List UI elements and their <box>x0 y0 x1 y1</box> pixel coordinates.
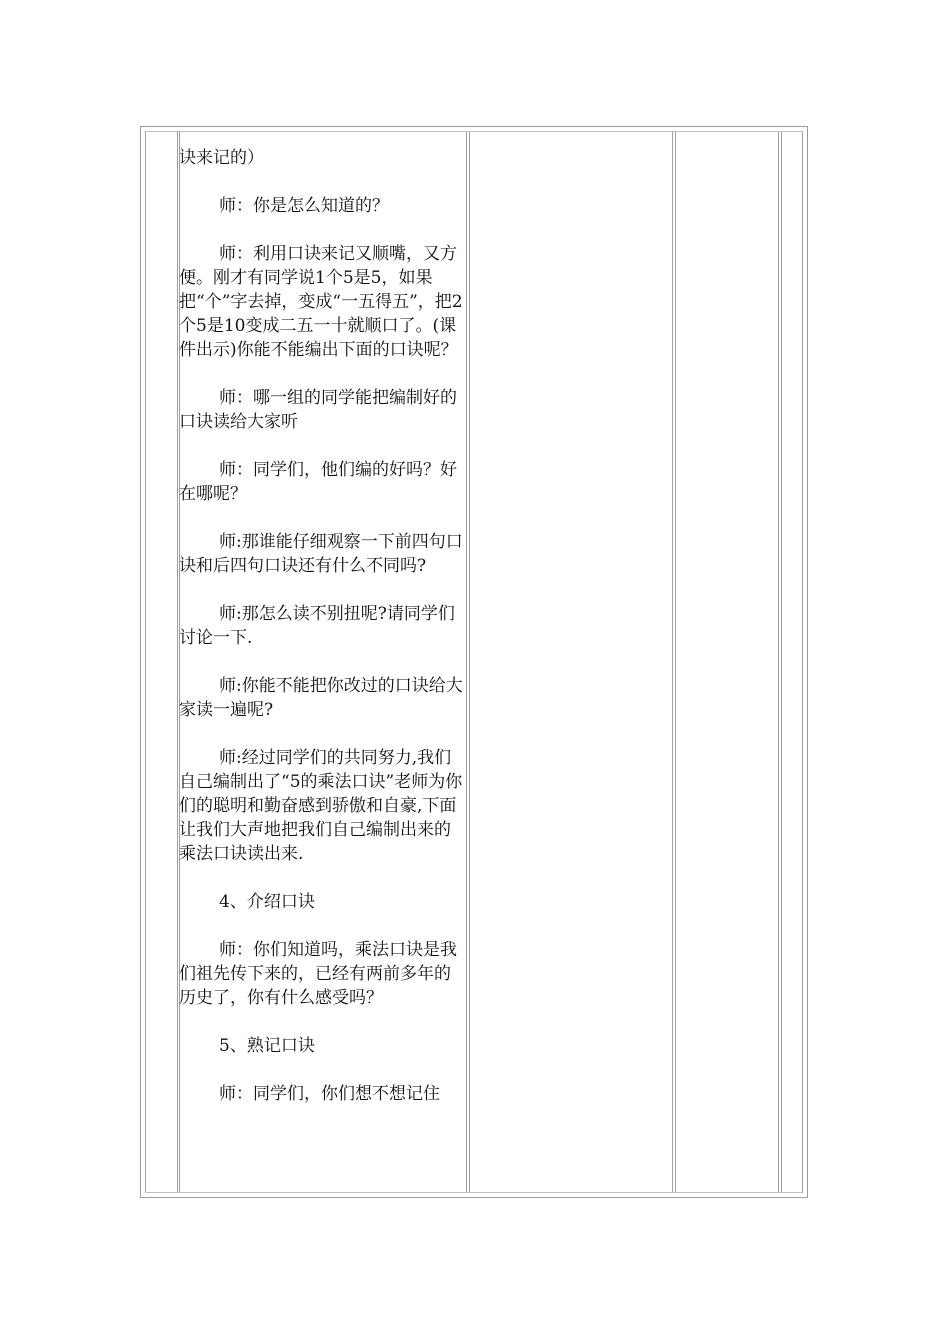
paragraph: 师：同学们，你们想不想记住 <box>219 1084 440 1104</box>
paragraph: 诀来记的） <box>179 148 264 168</box>
table-column-design-intent <box>675 131 779 1193</box>
paragraph: 师:你能不能把你改过的口诀给大家读一遍呢? <box>179 676 463 720</box>
paragraph: 师：同学们，他们编的好吗？好在哪呢？ <box>179 460 457 504</box>
paragraph: 师：哪一组的同学能把编制好的口诀读给大家听 <box>179 388 457 432</box>
paragraph: 师：利用口诀来记又顺嘴，又方便。刚才有同学说1个5是5，如果把“个”字去掉，变成“一五得五”，把2个5是10变成二五一十就顺口了。(课件出示)你能不能编出下面的口诀呢？ <box>179 244 463 360</box>
teacher-activity-text <box>179 146 466 1106</box>
table-column-margin <box>145 131 178 1193</box>
paragraph: 师：你是怎么知道的？ <box>219 196 389 216</box>
paragraph: 师：你们知道吗，乘法口诀是我们祖先传下来的，已经有两前多年的历史了，你有什么感受吗？ <box>179 940 457 1008</box>
paragraph: 师:经过同学们的共同努力,我们自己编制出了“5的乘法口诀”老师为你们的聪明和勤奋感到骄傲和自豪,下面让我们大声地把我们自己编制出来的乘法口诀读出来. <box>179 748 463 864</box>
paragraph: 师:那谁能仔细观察一下前四句口诀和后四句口诀还有什么不同吗? <box>179 532 463 576</box>
table-column-edge <box>781 131 803 1193</box>
paragraph: 师:那怎么读不别扭呢?请同学们讨论一下. <box>179 604 455 648</box>
section-heading: 4、介绍口诀 <box>219 892 315 912</box>
section-heading: 5、熟记口诀 <box>219 1036 315 1056</box>
table-column-student-activity <box>469 131 673 1193</box>
